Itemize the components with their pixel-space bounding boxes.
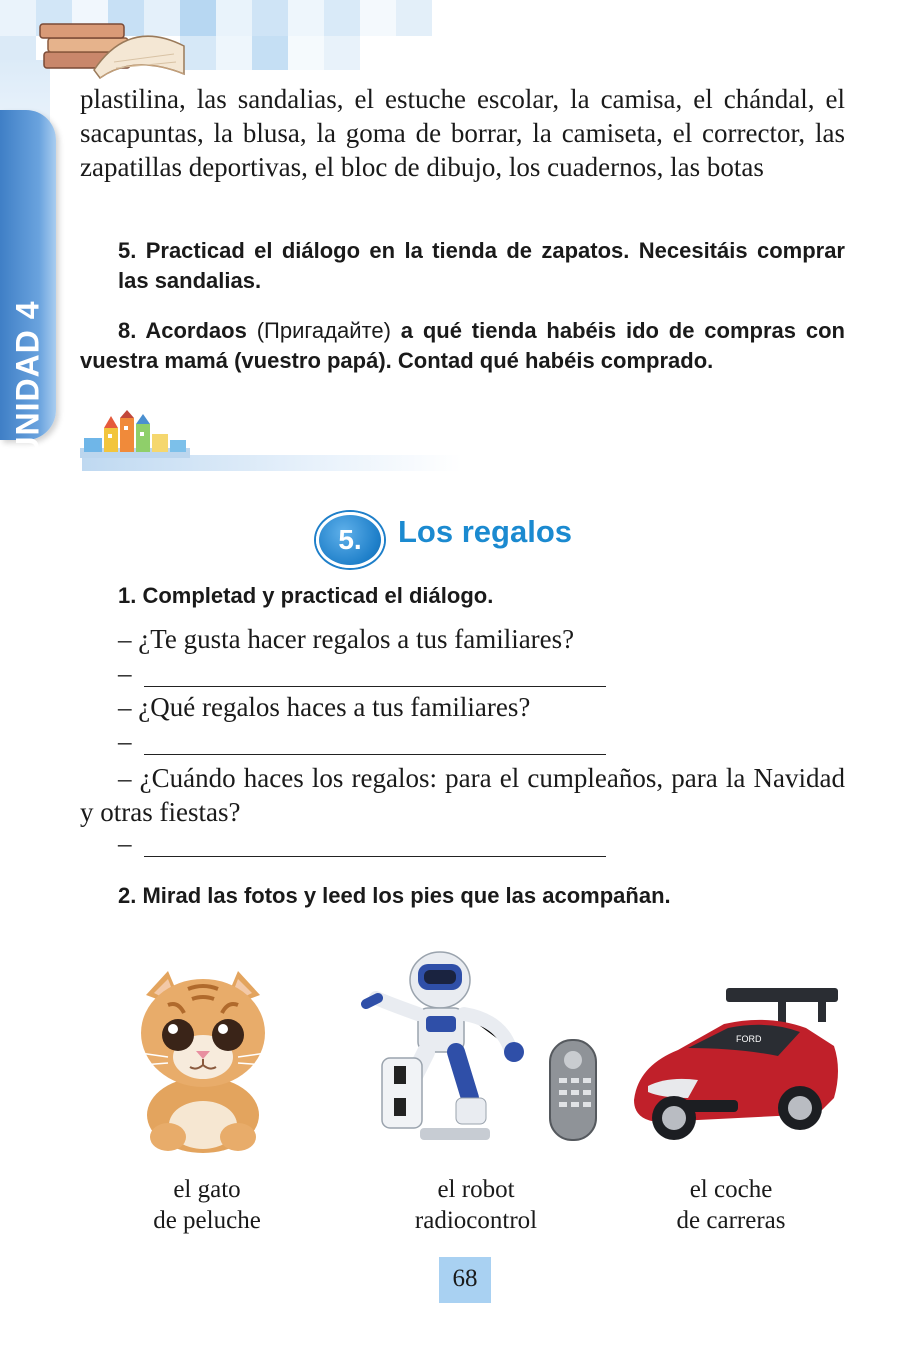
- photo-caption-cat: el gato de peluche: [153, 1176, 261, 1234]
- answer-line: [144, 754, 606, 755]
- answer-line: [144, 856, 606, 857]
- answer-dash: –: [118, 726, 132, 756]
- photo-caption-car: el coche de carreras: [676, 1176, 786, 1234]
- task-5-text: 5. Practicad el diálogo en la tienda de zapatos. Necesitáis comprar las sandalias.: [118, 238, 845, 293]
- dialogue-question-3: – ¿Cuándo haces los regalos: para el cumpleaños, para la Navidad y otras fiestas?: [80, 763, 845, 827]
- race-car-icon: [628, 980, 843, 1150]
- photo-caption-robot: el robot radiocontrol: [414, 1176, 538, 1234]
- lesson-number-badge: 5.: [316, 512, 384, 568]
- answer-dash: –: [118, 828, 132, 858]
- exercise-2-instruction: 2. Mirad las fotos y leed los pies que las acompañan.: [118, 883, 671, 908]
- car-decal: FORD: [736, 1034, 762, 1044]
- exercise-1-instruction: 1. Completad y practicad el diálogo.: [118, 583, 494, 608]
- task-8-lead: 8. Acordaos: [118, 318, 247, 343]
- unit-tab: [0, 110, 56, 460]
- answer-dash: –: [118, 658, 132, 688]
- town-icon: [80, 410, 192, 462]
- task-8-rest: a qué tienda habéis ido de compras con vuestra mamá (vuestro papá). Contad qué habéis comprado.: [80, 318, 845, 373]
- unit-label: UNIDAD 4: [9, 300, 46, 460]
- dialogue-question-1: – ¿Te gusta hacer regalos a tus familiares?: [118, 624, 575, 654]
- answer-blank-3[interactable]: [118, 828, 608, 868]
- answer-line: [144, 686, 606, 687]
- page-number: 68: [439, 1257, 491, 1303]
- task-8-text: [80, 316, 845, 376]
- task-8-translation: (Пригадайте): [256, 318, 391, 343]
- vocabulary-paragraph: plastilina, las sandalias, el estuche escolar, la camisa, el chándal, el sacapuntas, la blusa, la goma de borrar, la camiseta, el corrector, las zapatillas deportivas, el bloc de dibujo, los cuadernos, las botas: [80, 84, 845, 182]
- plush-cat-icon: [128, 965, 278, 1155]
- dialogue-question-2: – ¿Qué regalos haces a tus familiares?: [118, 692, 531, 722]
- lesson-title: Los regalos: [398, 514, 572, 549]
- robot-icon: [360, 948, 610, 1148]
- books-icon: [34, 8, 194, 80]
